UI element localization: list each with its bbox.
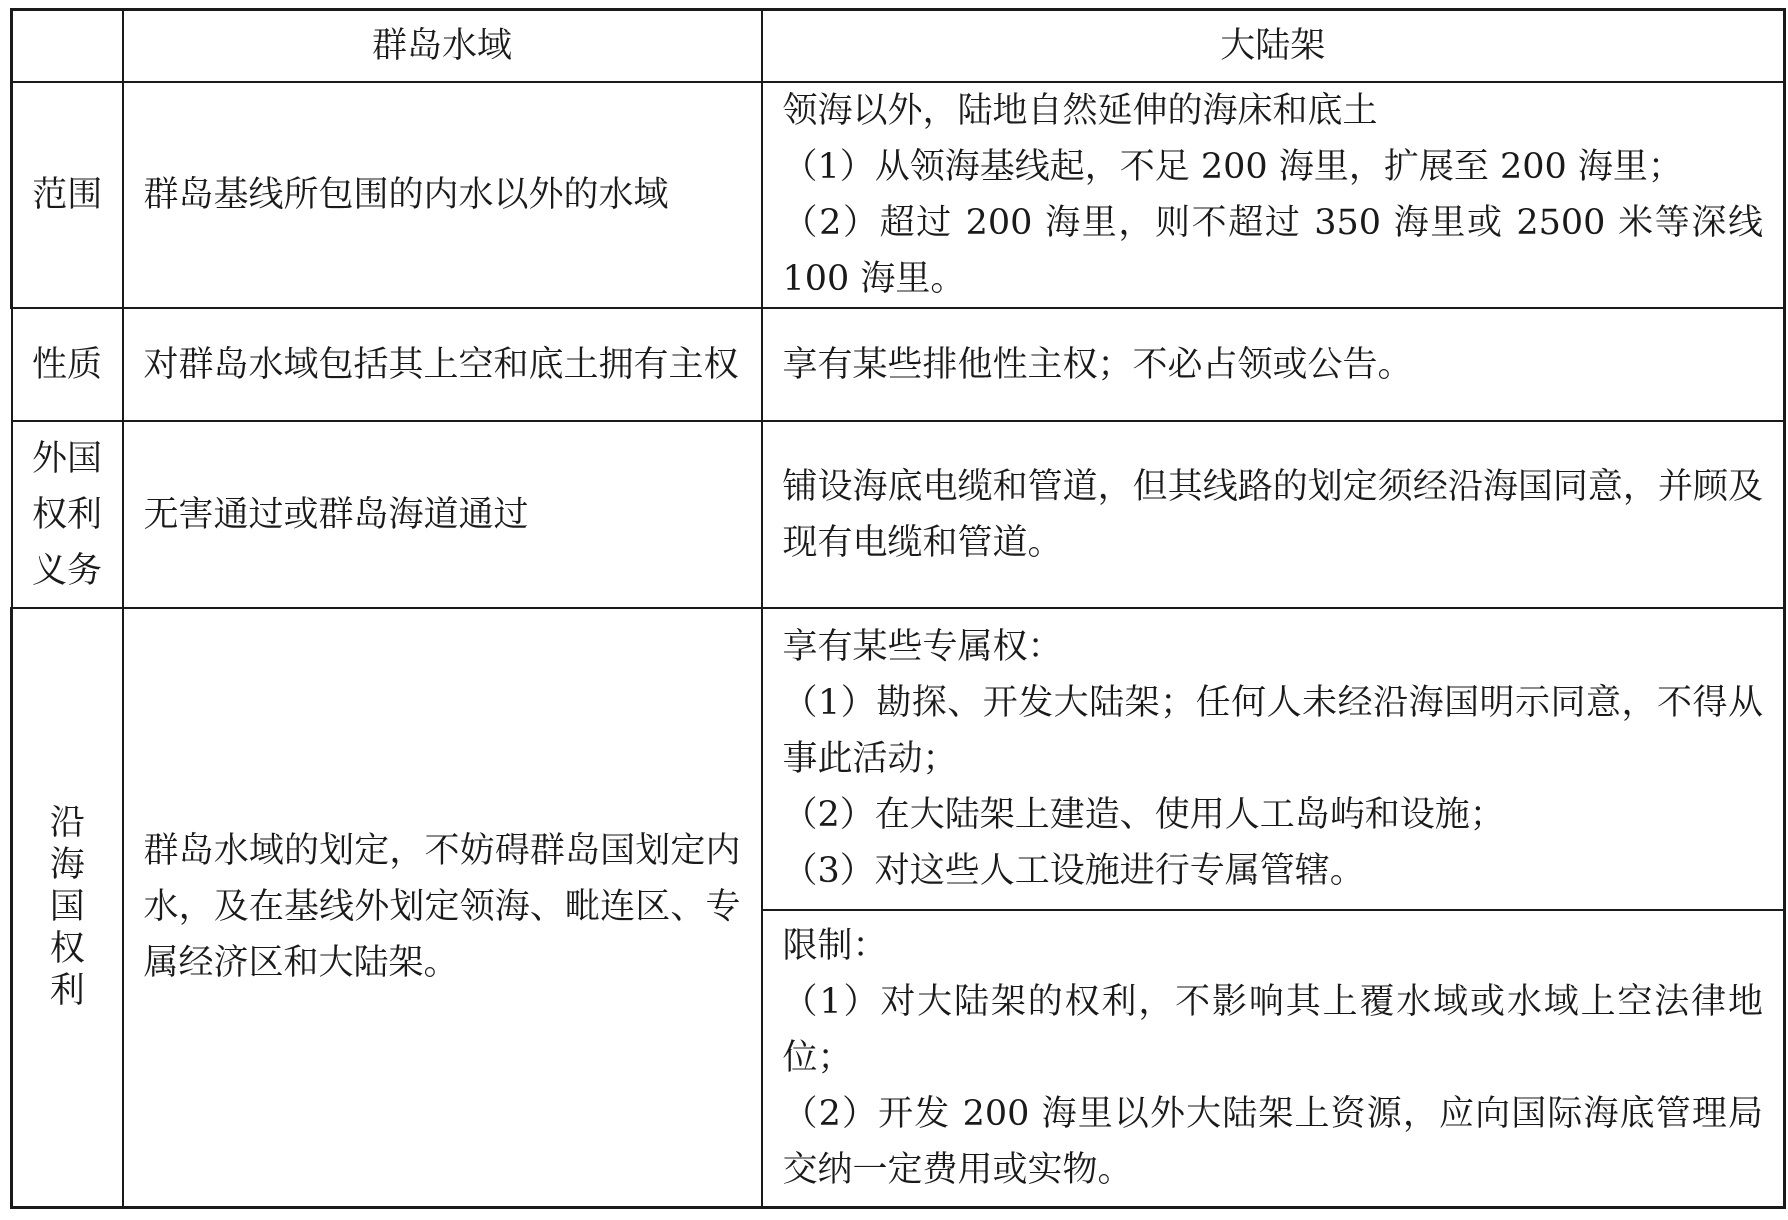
coastal-rights-item-1: （1）勘探、开发大陆架；任何人未经沿海国明示同意，不得从事此活动； <box>782 683 1763 779</box>
row-label-foreign-rights <box>12 421 123 608</box>
header-row <box>12 10 1785 83</box>
column-header-archipelagic-waters: 群岛水域 <box>123 10 762 83</box>
cell-coastal-archipelagic <box>123 608 762 1207</box>
cell-range-shelf <box>762 82 1785 308</box>
coastal-label-char-2: 海 <box>49 845 85 886</box>
range-shelf-item-1: （1）从领海基线起，不足 200 海里，扩展至 200 海里； <box>782 147 1683 187</box>
coastal-rights-item-2: （2）在大陆架上建造、使用人工岛屿和设施； <box>782 795 1505 835</box>
nature-shelf-text: 享有某些排他性主权；不必占领或公告。 <box>782 344 1413 385</box>
cell-range-archipelagic <box>123 82 762 308</box>
foreign-label-line-3: 义务 <box>31 550 102 591</box>
foreign-label-line-2: 权利 <box>31 494 102 535</box>
row-nature <box>12 308 1785 421</box>
row-range <box>12 82 1785 308</box>
row-label-range: 范围 <box>12 82 123 308</box>
foreign-archipelagic-text: 无害通过或群岛海道通过 <box>143 494 529 535</box>
cell-nature-shelf <box>762 308 1785 421</box>
comparison-table <box>10 8 1786 1209</box>
cell-nature-archipelagic <box>123 308 762 421</box>
corner-cell <box>12 10 123 83</box>
cell-foreign-archipelagic <box>123 421 762 608</box>
foreign-label-line-1: 外国 <box>31 438 102 479</box>
range-shelf-item-2: （2）超过 200 海里，则不超过 350 海里或 2500 米等深线 100 海里。 <box>782 203 1763 299</box>
coastal-limits-item-1: （1）对大陆架的权利，不影响其上覆水域或水域上空法律地位； <box>782 982 1763 1079</box>
column-header-continental-shelf: 大陆架 <box>762 10 1785 83</box>
coastal-rights-intro: 享有某些专属权： <box>782 627 1063 667</box>
coastal-label-char-1: 沿 <box>49 803 85 844</box>
cell-coastal-shelf-limits <box>762 910 1785 1207</box>
coastal-limits-intro: 限制： <box>782 926 888 967</box>
coastal-label-char-3: 国 <box>49 887 85 928</box>
row-label-nature: 性质 <box>12 308 123 421</box>
row-foreign-rights <box>12 421 1785 608</box>
foreign-shelf-text: 铺设海底电缆和管道，但其线路的划定须经沿海国同意，并顾及现有电缆和管道。 <box>782 466 1763 563</box>
coastal-archipelagic-text: 群岛水域的划定，不妨碍群岛国划定内水，及在基线外划定领海、毗连区、专属经济区和大陆架。 <box>143 831 741 984</box>
coastal-label-char-4: 权 <box>49 929 85 970</box>
range-archipelagic-text: 群岛基线所包围的内水以外的水域 <box>143 175 669 215</box>
row-coastal-rights-a <box>12 608 1785 910</box>
cell-foreign-shelf <box>762 421 1785 608</box>
range-shelf-intro: 领海以外，陆地自然延伸的海床和底土 <box>782 91 1378 131</box>
cell-coastal-shelf-rights <box>762 608 1785 910</box>
row-label-coastal-rights <box>12 608 123 1207</box>
coastal-limits-item-2: （2）开发 200 海里以外大陆架上资源，应向国际海底管理局交纳一定费用或实物。 <box>782 1094 1763 1191</box>
nature-archipelagic-text: 对群岛水域包括其上空和底土拥有主权 <box>143 344 739 385</box>
coastal-label-char-5: 利 <box>49 971 85 1012</box>
coastal-rights-item-3: （3）对这些人工设施进行专属管辖。 <box>782 851 1365 891</box>
